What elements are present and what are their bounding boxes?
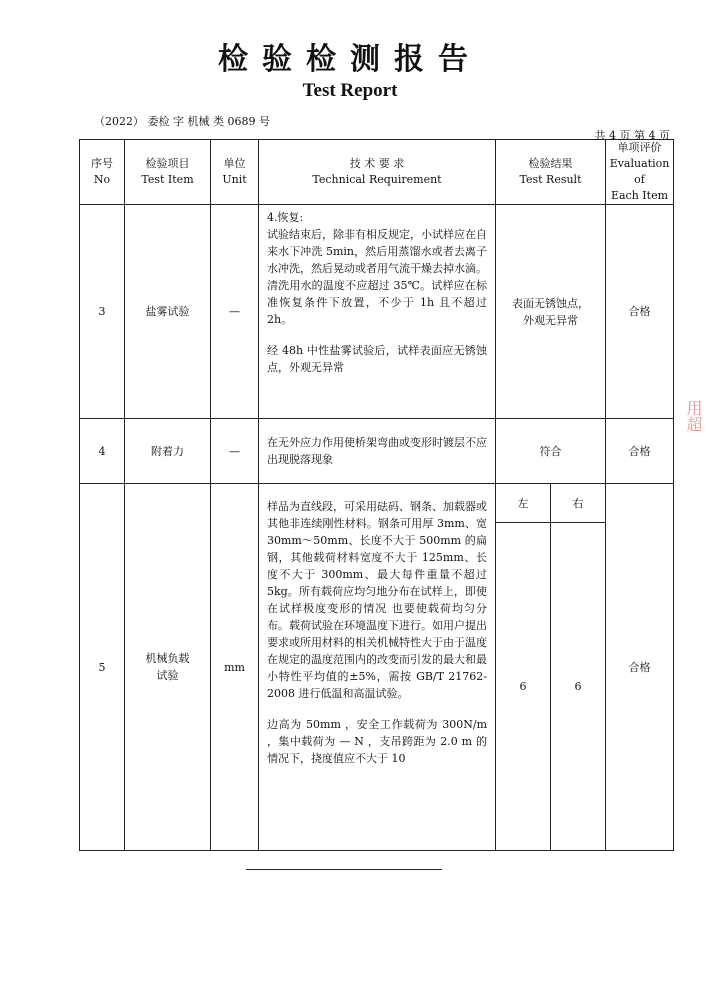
header-row bbox=[80, 140, 674, 205]
result-subtable bbox=[496, 484, 605, 850]
footer-divider bbox=[246, 869, 442, 870]
row-item: 机械负载 试验 bbox=[125, 484, 211, 851]
requirement-paragraph: 边高为 50mm ，安全工作载荷为 300N/m ，集中载荷为 — N ，支吊跨距为 2.0 m 的情况下，挠度值应不大于 10 bbox=[267, 718, 487, 765]
result-left-value: 6 bbox=[496, 523, 551, 851]
requirement-paragraph: 样品为直线段，可采用砝码、钢条、加载器或其他非连续刚性材料。钢条可用厚 3mm、宽 30mm～50mm、长度不大于 500mm 的扁钢，其他载荷材料宽度不大于 125mm、长度不大于 300mm、最大每件重量不超过 5kg。所有载荷应均匀地分布在试样上，即使在试样极度变形的情况 也要使载荷均匀分布。载荷试验在环境温度下进行。如用户提出要求或所用材料的相关机械特性大于由于温度在规定的温度范围内的改变而引发的最大和最小特性平均值的±5%，需按 GB/T 21762-2008 进行低温和高温试验。 bbox=[267, 500, 487, 700]
seal-stamp: 用超 bbox=[684, 400, 703, 432]
col-header-requirement bbox=[259, 140, 496, 205]
row-requirement bbox=[259, 484, 496, 851]
result-right-label: 右 bbox=[551, 484, 606, 523]
col-header-item bbox=[125, 140, 211, 205]
result-right-value: 6 bbox=[574, 680, 582, 693]
row-result: 符合 bbox=[496, 419, 606, 484]
row-requirement bbox=[259, 419, 496, 484]
requirement-paragraph: 4.恢复: 试验结束后，除非有相反规定，小试样应在自来水下冲洗 5min，然后用蒸馏水或者去离子水冲洗，然后晃动或者用气流干燥去掉水滴。清洗用水的温度不应超过 35℃。试样应在标准恢复条件下放置，不少于 1h 且不超过 2h。 bbox=[267, 211, 487, 326]
col-header-requirement-cn: 技 术 要 求 bbox=[349, 157, 405, 170]
table-row bbox=[80, 419, 674, 484]
col-header-unit bbox=[211, 140, 259, 205]
col-header-unit-cn: 单位 bbox=[223, 157, 246, 170]
row-evaluation: 合格 bbox=[606, 484, 674, 851]
row-unit: — bbox=[211, 205, 259, 419]
result-subtable-header bbox=[496, 484, 605, 523]
row-evaluation: 合格 bbox=[606, 205, 674, 419]
col-header-evaluation-cn: 单项评价 bbox=[617, 141, 662, 154]
row-no: 4 bbox=[80, 419, 125, 484]
col-header-evaluation-en-1: Evaluation of bbox=[609, 157, 670, 186]
table-row bbox=[80, 484, 674, 851]
col-header-item-en: Test Item bbox=[141, 173, 194, 186]
col-header-no bbox=[80, 140, 125, 205]
test-results-table bbox=[79, 139, 674, 851]
result-left-label: 左 bbox=[496, 484, 551, 523]
report-title-en: Test Report bbox=[302, 80, 398, 101]
col-header-result-en: Test Result bbox=[519, 173, 582, 186]
col-header-item-cn: 检验项目 bbox=[145, 157, 190, 170]
table-row bbox=[80, 205, 674, 419]
row-requirement bbox=[259, 205, 496, 419]
report-title-cn: 检验检测报告 bbox=[218, 42, 482, 77]
row-result: 表面无锈蚀点， 外观无异常 bbox=[496, 205, 606, 419]
col-header-unit-en: Unit bbox=[222, 173, 247, 186]
row-item: 盐雾试验 bbox=[125, 205, 211, 419]
report-number: （2022） 委检 字 机械 类 0689 号 bbox=[94, 115, 270, 128]
col-header-evaluation-en-2: Each Item bbox=[610, 189, 669, 202]
col-header-requirement-en: Technical Requirement bbox=[312, 173, 442, 186]
col-header-no-cn: 序号 bbox=[91, 157, 113, 170]
row-unit: — bbox=[211, 419, 259, 484]
requirement-paragraph: 经 48h 中性盐雾试验后，试样表面应无锈蚀点，外观无异常 bbox=[267, 344, 487, 374]
result-subtable-values bbox=[496, 523, 605, 851]
row-evaluation: 合格 bbox=[606, 419, 674, 484]
page-info: 共 4 页 第 4 页 bbox=[594, 129, 670, 142]
row-unit: mm bbox=[211, 484, 259, 851]
row-result bbox=[496, 484, 606, 851]
row-item: 附着力 bbox=[125, 419, 211, 484]
row-no: 3 bbox=[80, 205, 125, 419]
requirement-paragraph: 在无外应力作用使桥架弯曲或变形时镀层不应出现脱落现象 bbox=[267, 436, 487, 466]
row-no: 5 bbox=[80, 484, 125, 851]
col-header-evaluation bbox=[606, 140, 674, 205]
col-header-result-cn: 检验结果 bbox=[528, 157, 573, 170]
col-header-result bbox=[496, 140, 606, 205]
col-header-no-en: No bbox=[93, 173, 111, 186]
